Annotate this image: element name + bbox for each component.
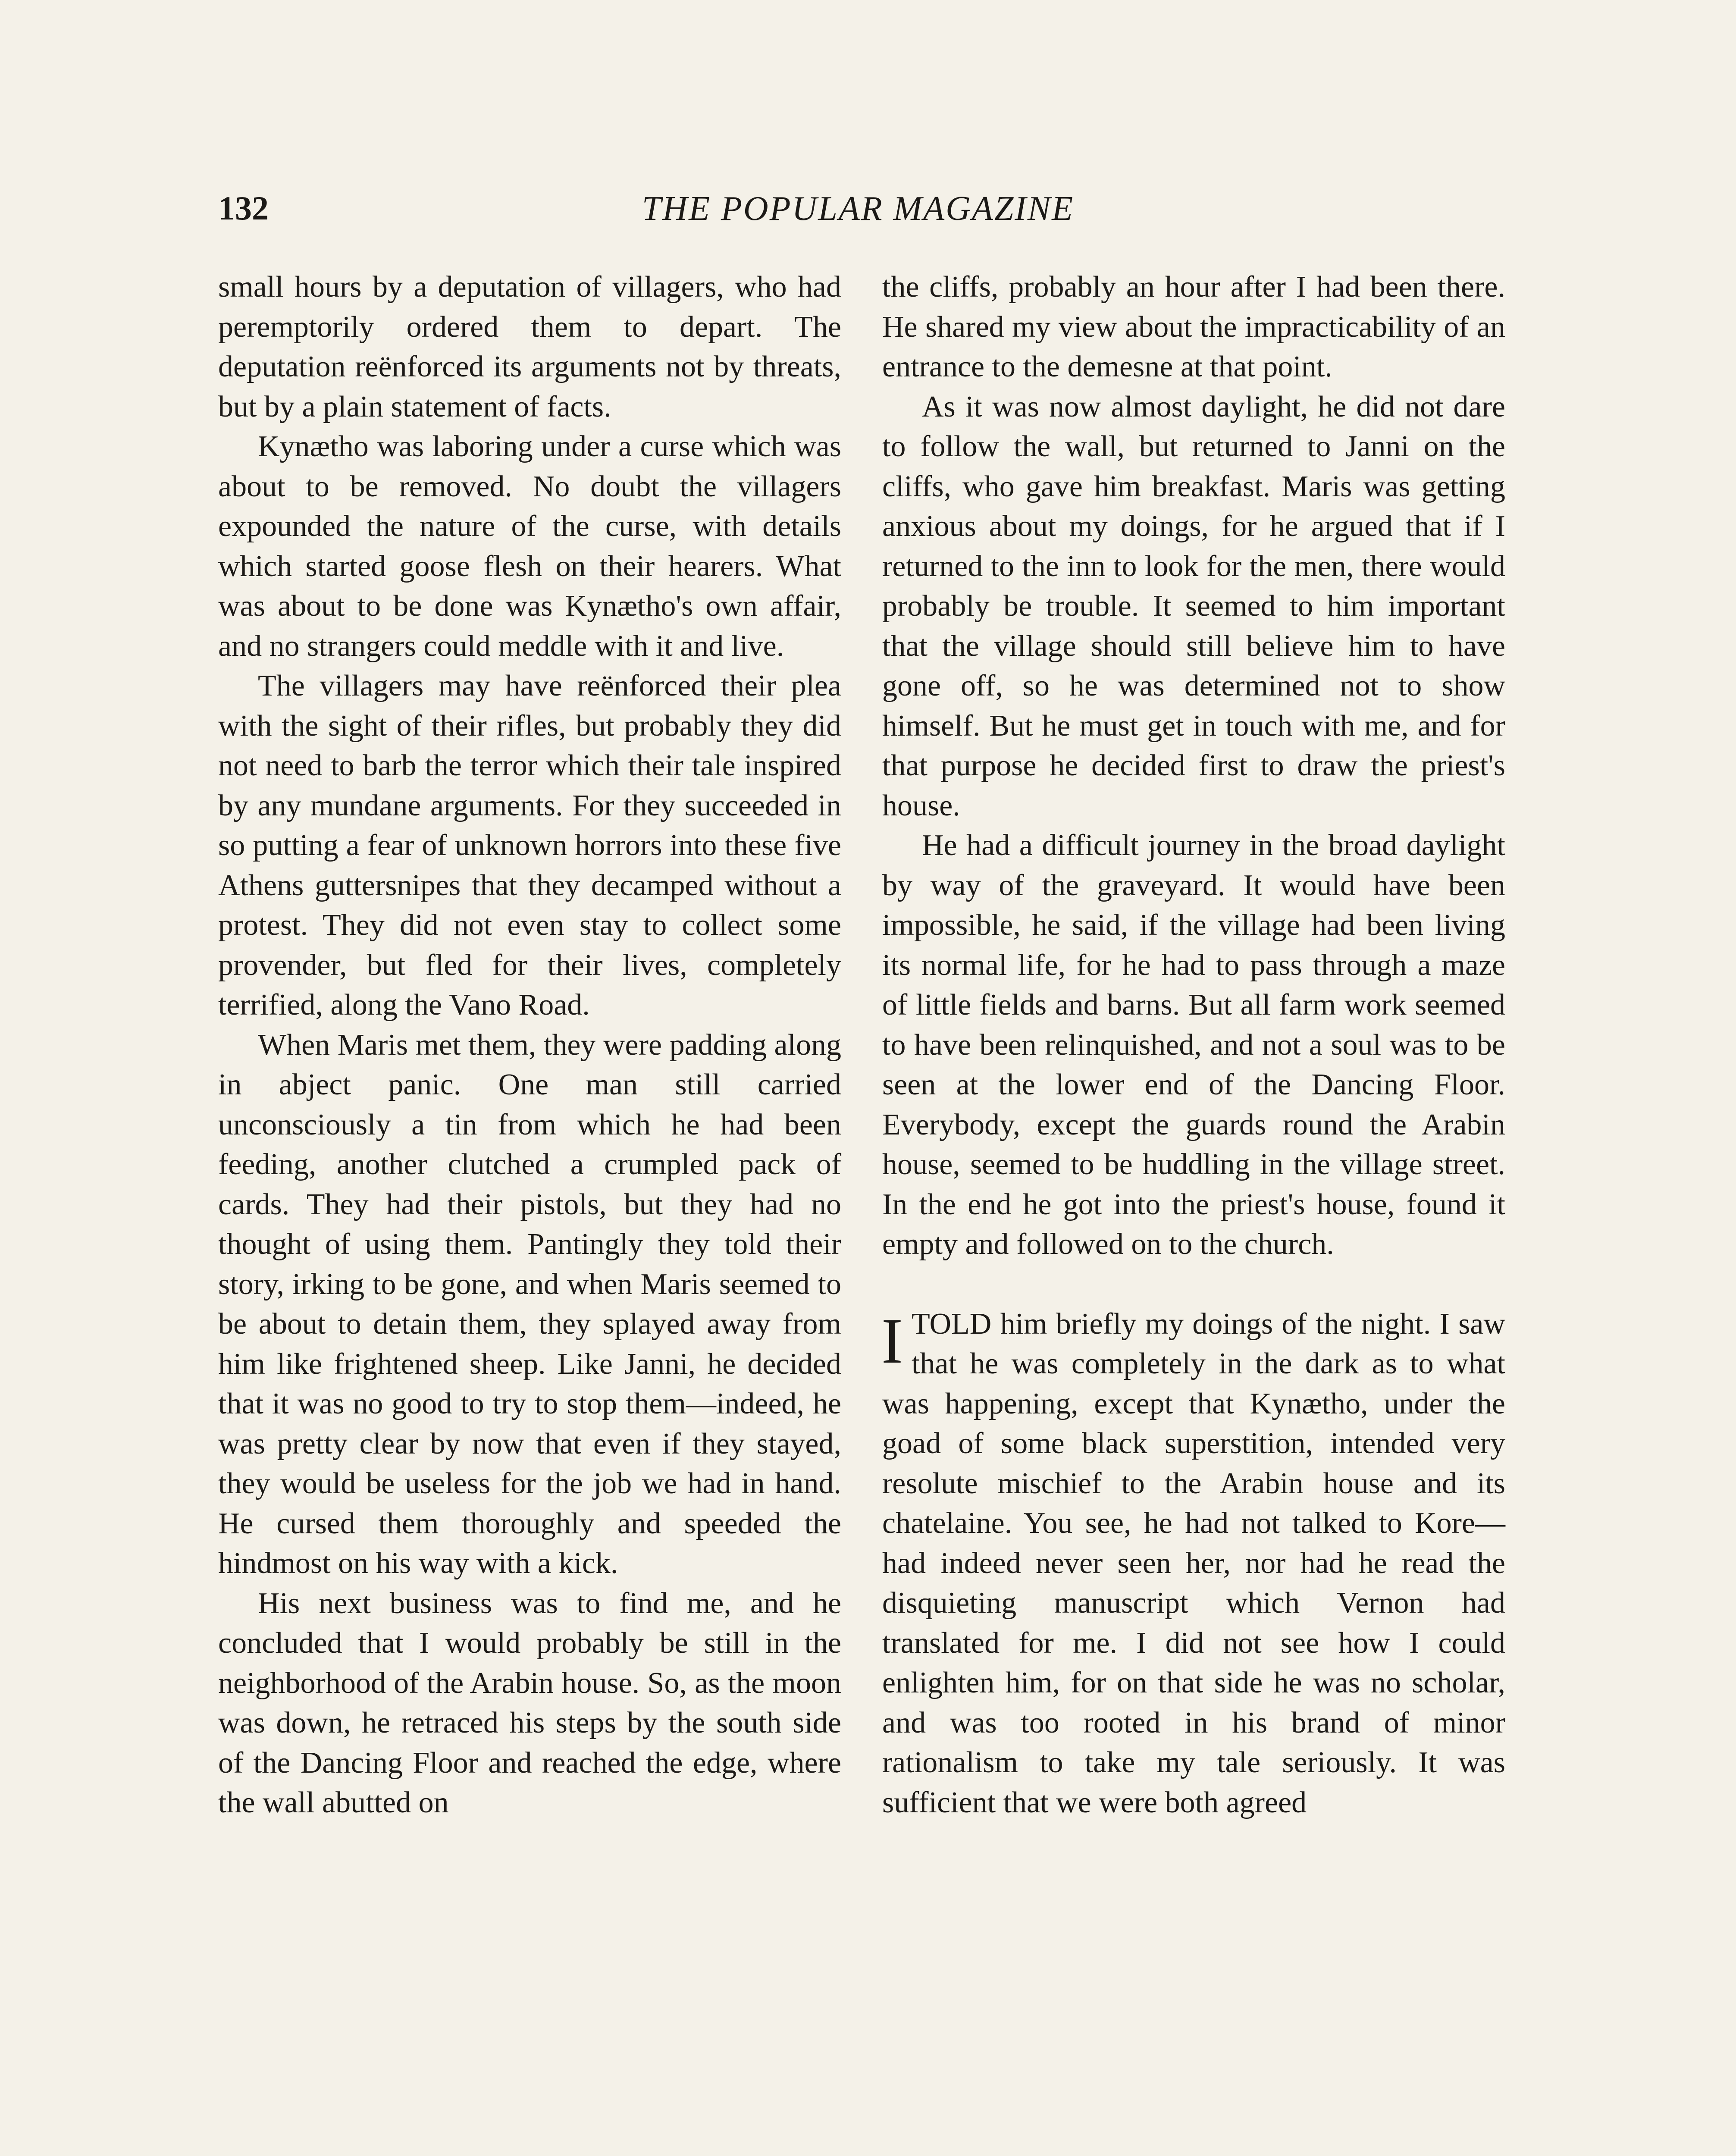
paragraph: When Maris met them, they were padding along in abject panic. One man still carried unconsciously a tin from which he had been feeding, another clutched a crumpled pack of cards. They had their pistols, but they had no thought of using them. Pantingly they told their story, irking to be gone, and when Maris seemed to be about to detain them, they splayed away from him like frightened sheep. Like Janni, he decided that it was no good to try to stop them—indeed, he was pretty clear by now that even if they stayed, they would be useless for the job we had in hand. He cursed them thoroughly and speeded the hindmost on his way with a kick. [218, 1028, 841, 1580]
page-number: 132 [218, 189, 269, 227]
paragraph: the cliffs, probably an hour after I had been there. He shared my view about the impracticability of an entrance to the demesne at that point. [882, 270, 1505, 383]
paragraph: As it was now almost daylight, he did not dare to follow the wall, but returned to Janni on the cliffs, who gave him breakfast. Maris was getting anxious about my doings, for he argued that if I returned to the inn to look for the men, there would probably be trouble. It seemed to him important that the village should still believe him to have gone off, so he was determined not to show himself. But he must get in touch with me, and for that purpose he decided first to draw the priest's house. [882, 390, 1505, 822]
running-head: THE POPULAR MAGAZINE [642, 190, 1075, 228]
paragraph: He had a difficult journey in the broad daylight by way of the graveyard. It would have been impossible, he said, if the village had been living its normal life, for he had to pass through a maze of little fields and barns. But all farm work seemed to have been relinquished, and not a soul was to be seen at the lower end of the Dancing Floor. Everybody, except the guards round the Arabin house, seemed to be huddling in the village street. In the end he got into the priest's house, found it empty and followed on to the church. [882, 829, 1505, 1261]
paragraph: His next business was to find me, and he concluded that I would probably be still in the neighborhood of the Arabin house. So, as the moon was down, he retraced his steps by the south side of the Dancing Floor and reached the edge, where the wall abutted on [218, 1586, 841, 1819]
paragraph: Kynætho was laboring under a curse which was about to be removed. No doubt the villagers expounded the nature of the curse, with details which started goose flesh on their hearers. What was about to be done was Kynætho's own affair, and no strangers could meddle with it and live. [218, 430, 841, 663]
section-break [882, 1265, 1505, 1304]
right-column [882, 267, 1505, 1823]
paragraph: small hours by a deputation of villagers, who had peremptorily ordered them to depart. The deputation reënforced its arguments not by threats, but by a plain statement of facts. [218, 270, 841, 423]
dropcap: I [881, 1305, 903, 1377]
paragraph: The villagers may have reënforced their plea with the sight of their rifles, but probably they did not need to barb the terror which their tale inspired by any mundane arguments. For they succeeded in so putting a fear of unknown horrors into these five Athens guttersnipes that they decamped without a protest. They did not even stay to collect some provender, but fled for their lives, completely terrified, along the Vano Road. [218, 669, 841, 1022]
section-text: TOLD him briefly my doings of the night. I saw that he was completely in the dark as to what was happening, except that Kynætho, under the goad of some black superstition, intended very resolute mischief to the Arabin house and its chatelaine. You see, he had not talked to Kore—had indeed never seen her, nor had he read the disquieting manuscript which Vernon had translated for me. I did not see how I could enlighten him, for on that side he was no scholar, and was too rooted in his brand of minor rationalism to take my tale seriously. It was sufficient that we were both agreed [882, 1307, 1505, 1819]
left-column [218, 267, 841, 1823]
section-opening-paragraph [882, 1304, 1505, 1823]
